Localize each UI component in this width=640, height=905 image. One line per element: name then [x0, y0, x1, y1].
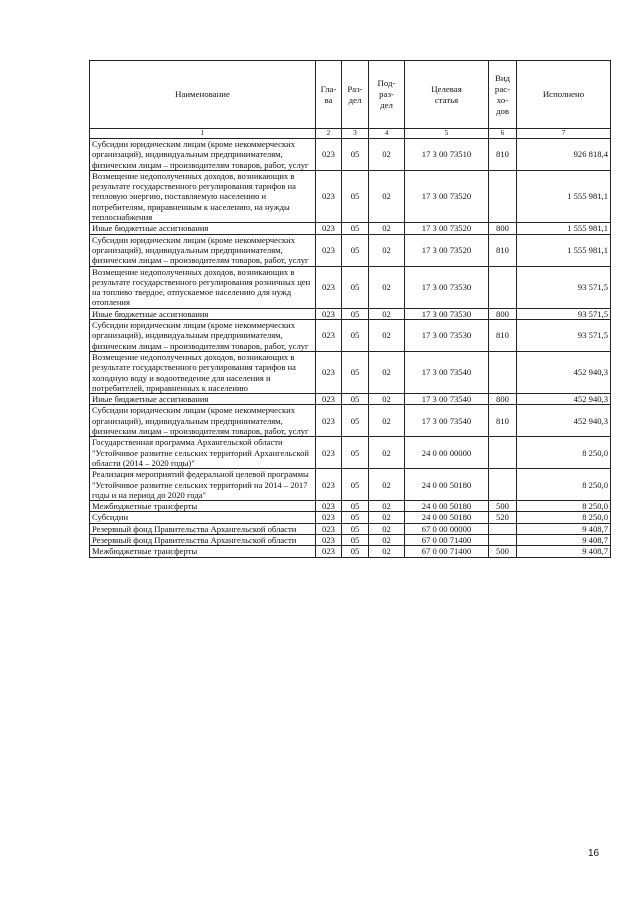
table-row	[90, 320, 611, 352]
row-vid: 500	[489, 501, 517, 512]
header-glava: Гла- ва	[316, 61, 342, 129]
budget-table	[89, 60, 611, 558]
row-vid: 810	[489, 320, 517, 352]
row-vid: 810	[489, 139, 517, 171]
row-statya: 17 3 00 73520	[405, 223, 489, 234]
row-statya: 17 3 00 73530	[405, 320, 489, 352]
row-statya: 67 0 00 00000	[405, 523, 489, 534]
table-row	[90, 512, 611, 523]
column-number: 1	[90, 129, 316, 139]
row-vid: 500	[489, 546, 517, 557]
row-statya: 17 3 00 73530	[405, 266, 489, 308]
column-number: 5	[405, 129, 489, 139]
table-row	[90, 308, 611, 319]
row-razdel: 05	[342, 469, 369, 501]
column-number: 3	[342, 129, 369, 139]
row-podrazdel: 02	[369, 139, 405, 171]
row-vid: 520	[489, 512, 517, 523]
header-podrazdel: Под- раз- дел	[369, 61, 405, 129]
header-statya: Целевая статья	[405, 61, 489, 129]
table-body	[90, 139, 611, 558]
row-razdel: 05	[342, 394, 369, 405]
row-glava: 023	[316, 170, 342, 222]
row-vid: 800	[489, 223, 517, 234]
row-glava: 023	[316, 223, 342, 234]
row-name: Субсидии юридическим лицам (кроме некоммерческих организаций), индивидуальным предпринимателям, физическим лицам – производителям товаров, работ, услуг	[90, 320, 316, 352]
table-row	[90, 394, 611, 405]
row-name: Субсидии юридическим лицам (кроме некоммерческих организаций), индивидуальным предпринимателям, физическим лицам – производителям товаров, работ, услуг	[90, 405, 316, 437]
table-row	[90, 234, 611, 266]
row-vid: 810	[489, 234, 517, 266]
row-amount: 8 250,0	[517, 512, 611, 523]
row-amount: 452 940,3	[517, 351, 611, 393]
table-row	[90, 139, 611, 171]
row-glava: 023	[316, 501, 342, 512]
row-glava: 023	[316, 405, 342, 437]
row-amount: 9 408,7	[517, 546, 611, 557]
row-amount: 8 250,0	[517, 437, 611, 469]
column-number: 2	[316, 129, 342, 139]
table-row	[90, 170, 611, 222]
row-statya: 17 3 00 73540	[405, 405, 489, 437]
row-name: Резервный фонд Правительства Архангельской области	[90, 523, 316, 534]
row-amount: 452 940,3	[517, 405, 611, 437]
row-razdel: 05	[342, 223, 369, 234]
row-podrazdel: 02	[369, 266, 405, 308]
row-razdel: 05	[342, 320, 369, 352]
row-glava: 023	[316, 546, 342, 557]
row-glava: 023	[316, 139, 342, 171]
row-razdel: 05	[342, 266, 369, 308]
row-name: Иные бюджетные ассигнования	[90, 394, 316, 405]
row-razdel: 05	[342, 534, 369, 545]
table-row	[90, 405, 611, 437]
row-statya: 17 3 00 73520	[405, 170, 489, 222]
row-podrazdel: 02	[369, 437, 405, 469]
row-podrazdel: 02	[369, 170, 405, 222]
row-vid	[489, 534, 517, 545]
row-glava: 023	[316, 234, 342, 266]
table-row	[90, 223, 611, 234]
row-amount: 9 408,7	[517, 523, 611, 534]
row-podrazdel: 02	[369, 320, 405, 352]
row-amount: 452 940,3	[517, 394, 611, 405]
row-vid	[489, 266, 517, 308]
row-razdel: 05	[342, 139, 369, 171]
row-amount: 93 571,5	[517, 308, 611, 319]
row-amount: 93 571,5	[517, 266, 611, 308]
page-number: 16	[588, 848, 600, 859]
row-glava: 023	[316, 523, 342, 534]
row-glava: 023	[316, 351, 342, 393]
row-statya: 17 3 00 73530	[405, 308, 489, 319]
row-razdel: 05	[342, 234, 369, 266]
table-row	[90, 469, 611, 501]
row-podrazdel: 02	[369, 512, 405, 523]
row-amount: 93 571,5	[517, 320, 611, 352]
row-amount: 9 408,7	[517, 534, 611, 545]
header-vid: Вид рас- хо- дов	[489, 61, 517, 129]
row-podrazdel: 02	[369, 308, 405, 319]
row-statya: 24 0 00 50180	[405, 469, 489, 501]
row-statya: 17 3 00 73520	[405, 234, 489, 266]
table-row	[90, 546, 611, 557]
row-razdel: 05	[342, 308, 369, 319]
row-name: Межбюджетные трансферты	[90, 546, 316, 557]
row-razdel: 05	[342, 170, 369, 222]
table-header-row	[90, 61, 611, 129]
row-name: Межбюджетные трансферты	[90, 501, 316, 512]
row-amount: 1 555 981,1	[517, 170, 611, 222]
row-amount: 1 555 981,1	[517, 223, 611, 234]
row-podrazdel: 02	[369, 523, 405, 534]
row-name: Субсидии	[90, 512, 316, 523]
table-row	[90, 523, 611, 534]
row-statya: 24 0 00 50180	[405, 501, 489, 512]
row-razdel: 05	[342, 405, 369, 437]
row-statya: 24 0 00 00000	[405, 437, 489, 469]
row-podrazdel: 02	[369, 223, 405, 234]
row-razdel: 05	[342, 512, 369, 523]
row-vid	[489, 523, 517, 534]
table-row	[90, 534, 611, 545]
row-glava: 023	[316, 437, 342, 469]
row-name: Иные бюджетные ассигнования	[90, 223, 316, 234]
row-glava: 023	[316, 266, 342, 308]
row-podrazdel: 02	[369, 234, 405, 266]
header-amount: Исполнено	[517, 61, 611, 129]
row-statya: 17 3 00 73540	[405, 394, 489, 405]
row-name: Реализация мероприятий федеральной целевой программы "Устойчивое развитие сельских территорий на 2014 – 2017 годы и на период до 2020 года"	[90, 469, 316, 501]
row-name: Субсидии юридическим лицам (кроме некоммерческих организаций), индивидуальным предпринимателям, физическим лицам – производителям товаров, работ, услуг	[90, 234, 316, 266]
row-podrazdel: 02	[369, 546, 405, 557]
table-row	[90, 351, 611, 393]
row-razdel: 05	[342, 546, 369, 557]
row-name: Возмещение недополученных доходов, возникающих в результате государственного регулирования тарифов на холодную воду и водоотведение для населения и потребителей, приравненных к населению	[90, 351, 316, 393]
table-row	[90, 266, 611, 308]
row-razdel: 05	[342, 437, 369, 469]
row-glava: 023	[316, 512, 342, 523]
row-vid	[489, 351, 517, 393]
row-razdel: 05	[342, 501, 369, 512]
row-name: Иные бюджетные ассигнования	[90, 308, 316, 319]
row-razdel: 05	[342, 351, 369, 393]
row-podrazdel: 02	[369, 501, 405, 512]
row-statya: 24 0 00 50180	[405, 512, 489, 523]
row-podrazdel: 02	[369, 351, 405, 393]
row-name: Субсидии юридическим лицам (кроме некоммерческих организаций), индивидуальным предпринимателям, физическим лицам – производителям товаров, работ, услуг	[90, 139, 316, 171]
row-vid: 810	[489, 405, 517, 437]
row-name: Государственная программа Архангельской области "Устойчивое развитие сельских территорий Архангельской области (2014 – 2020 годы)"	[90, 437, 316, 469]
column-number: 7	[517, 129, 611, 139]
row-vid	[489, 469, 517, 501]
row-vid: 800	[489, 394, 517, 405]
row-vid: 800	[489, 308, 517, 319]
row-podrazdel: 02	[369, 394, 405, 405]
row-amount: 8 250,0	[517, 501, 611, 512]
row-glava: 023	[316, 394, 342, 405]
column-number-row	[90, 129, 611, 139]
row-glava: 023	[316, 534, 342, 545]
row-glava: 023	[316, 469, 342, 501]
column-number: 4	[369, 129, 405, 139]
row-glava: 023	[316, 308, 342, 319]
row-podrazdel: 02	[369, 405, 405, 437]
row-razdel: 05	[342, 523, 369, 534]
row-amount: 8 250,0	[517, 469, 611, 501]
row-statya: 67 0 00 71400	[405, 546, 489, 557]
table-row	[90, 501, 611, 512]
header-razdel: Раз- дел	[342, 61, 369, 129]
row-statya: 17 3 00 73540	[405, 351, 489, 393]
row-amount: 1 555 981,1	[517, 234, 611, 266]
row-podrazdel: 02	[369, 534, 405, 545]
row-statya: 17 3 00 73510	[405, 139, 489, 171]
row-vid	[489, 437, 517, 469]
row-statya: 67 0 00 71400	[405, 534, 489, 545]
row-name: Возмещение недополученных доходов, возникающих в результате государственного регулирования тарифов на тепловую энергию, поставляемую населению и потребителям, приравненным к населению, на нужды теплоснабжения	[90, 170, 316, 222]
table-row	[90, 437, 611, 469]
row-glava: 023	[316, 320, 342, 352]
header-name: Наименование	[90, 61, 316, 129]
row-vid	[489, 170, 517, 222]
row-name: Возмещение недополученных доходов, возникающих в результате государственного регулирования розничных цен на топливо твердое, отпускаемое населению для нужд отопления	[90, 266, 316, 308]
row-podrazdel: 02	[369, 469, 405, 501]
row-amount: 926 818,4	[517, 139, 611, 171]
row-name: Резервный фонд Правительства Архангельской области	[90, 534, 316, 545]
column-number: 6	[489, 129, 517, 139]
